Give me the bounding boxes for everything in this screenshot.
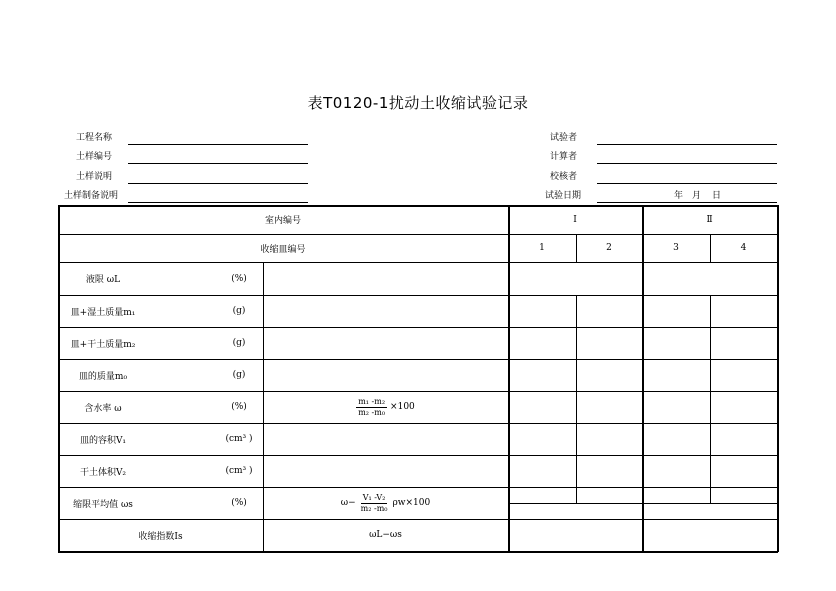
table-rule <box>58 359 778 360</box>
row-label-moisture: 含水率 ω <box>84 403 122 414</box>
formula-numerator: m₁ -m₂ <box>358 396 386 406</box>
dish-no-4: 4 <box>740 243 747 253</box>
date-year-label: 年 <box>674 191 684 201</box>
table-border-bottom <box>58 551 778 553</box>
table-rule <box>58 455 778 456</box>
row-unit: (%) <box>231 402 247 412</box>
formula-lead: ω− <box>340 498 356 508</box>
row-label-dish-volume: 皿的容积V₁ <box>79 435 127 446</box>
sample-no-field[interactable] <box>128 163 308 164</box>
table-rule <box>58 327 778 328</box>
table-rule <box>710 295 711 504</box>
checker-field[interactable] <box>597 183 777 184</box>
dish-no-1: 1 <box>539 243 545 253</box>
table-rule <box>576 295 577 504</box>
row-label-liquid-limit: 液限 ωL <box>85 275 121 285</box>
row-unit: (%) <box>231 273 247 284</box>
calculator-field[interactable] <box>597 163 777 164</box>
checker-label: 校核者 <box>550 172 578 182</box>
table-border-right <box>777 205 779 552</box>
row-label-dry-volume: 干土体积V₂ <box>79 467 127 478</box>
dish-no-3: 3 <box>673 243 679 253</box>
row-unit: (g) <box>232 338 246 348</box>
page-title: 表T0120-1扰动土收缩试验记录 <box>307 94 529 112</box>
table-rule <box>58 423 778 424</box>
calculator-label: 计算者 <box>550 152 578 162</box>
test-date-field[interactable] <box>597 202 777 203</box>
tester-label: 试验者 <box>550 133 578 143</box>
row-label-dish-mass: 皿的质量m₀ <box>78 371 128 382</box>
row-label-dish-wet-soil: 皿+湿土质量m₁ <box>70 307 136 318</box>
row-unit: (g) <box>232 370 246 380</box>
row-unit: (g) <box>232 306 246 316</box>
sample-prep-label: 土样制备说明 <box>64 191 119 201</box>
date-day-label: 日 <box>712 191 722 201</box>
row-label-shrink-limit: 缩限平均值 ωs <box>73 499 133 510</box>
dish-no-2: 2 <box>606 243 612 253</box>
sample-prep-field[interactable] <box>128 202 308 203</box>
formula-tail: ×100 <box>390 402 415 412</box>
sample-no-label: 土样编号 <box>76 152 113 162</box>
dish-no-label: 收缩皿编号 <box>260 244 306 255</box>
table-rule <box>58 295 778 296</box>
row-unit: (cm³ ) <box>225 434 253 444</box>
shrink-limit-formula <box>263 487 508 519</box>
shrink-index-formula: ωL−ωs <box>369 530 402 540</box>
row-unit: (cm³ ) <box>225 466 253 476</box>
shrink-index-label: 收缩指数Is <box>138 531 183 542</box>
formula-denominator: m₂ -m₀ <box>360 503 388 513</box>
table-rule <box>58 262 778 263</box>
date-month-label: 月 <box>692 191 702 201</box>
room-no-label: 室内编号 <box>264 216 301 226</box>
row-label-dish-dry-soil: 皿+干土质量m₂ <box>70 339 136 350</box>
formula-denominator: m₂ -m₀ <box>358 407 386 417</box>
test-date-label: 试验日期 <box>545 191 582 201</box>
group-1-label: Ⅰ <box>573 214 577 225</box>
project-name-label: 工程名称 <box>76 133 113 143</box>
project-name-field[interactable] <box>128 144 308 145</box>
sample-desc-label: 土样说明 <box>76 172 113 182</box>
moisture-formula <box>263 391 508 423</box>
tester-field[interactable] <box>597 144 777 145</box>
sample-desc-field[interactable] <box>128 183 308 184</box>
group-2-label: Ⅱ <box>706 214 713 225</box>
row-unit: (%) <box>231 498 247 508</box>
formula-tail: ρw×100 <box>392 498 431 508</box>
formula-numerator: V₁ -V₂ <box>362 492 386 502</box>
